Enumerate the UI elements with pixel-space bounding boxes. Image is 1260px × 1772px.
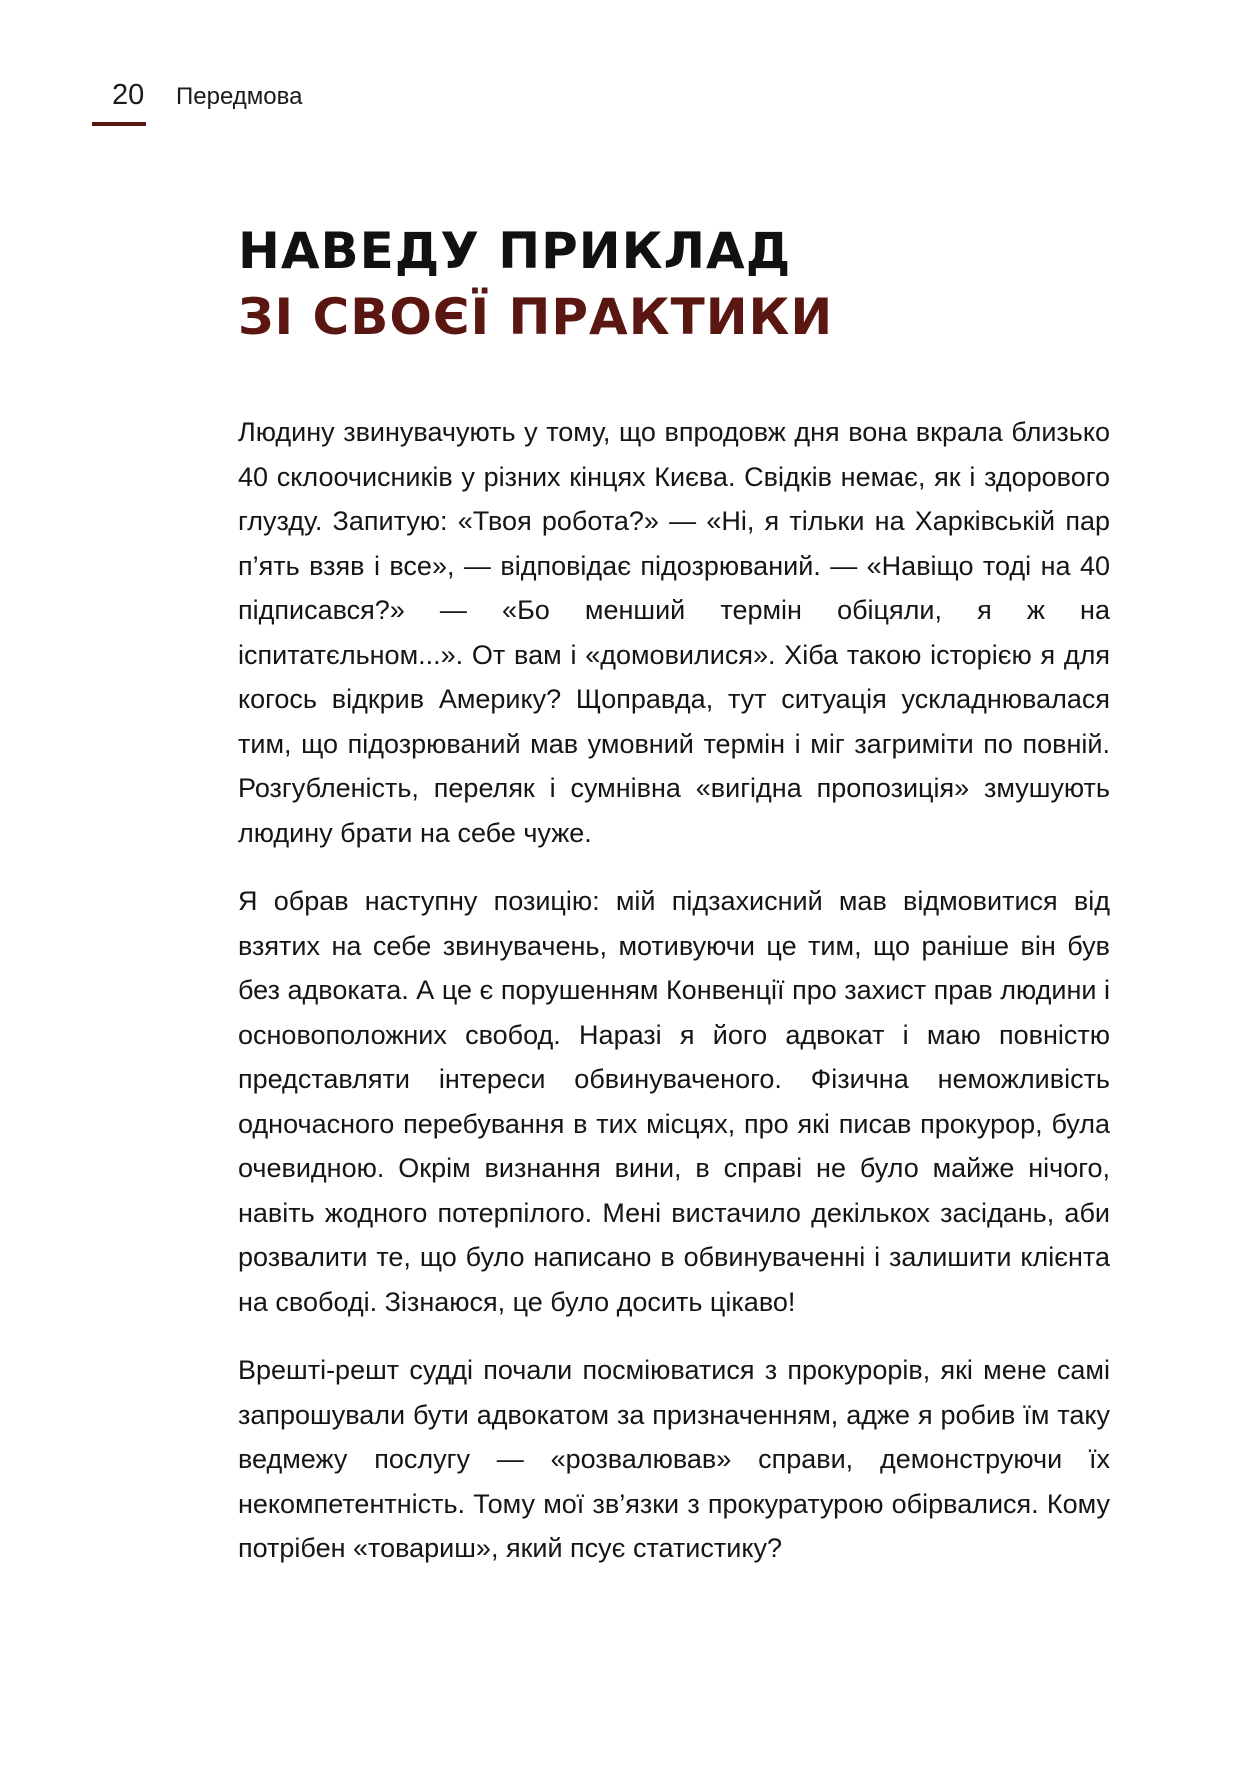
heading-line-1: НАВЕДУ ПРИКЛАД — [238, 222, 792, 280]
paragraph-3: Врешті-решт судді почали посміюватися з прокурорів, які мене самі запрошували бути адвокатом за призначенням, адже я робив їм таку ведмежу послугу — «розвалював» справи, демонструючи їх некомпетентність. Тому мої зв’язки з прокуратурою обірвалися. Кому потрібен «товариш», який псує статистику? — [238, 1355, 1110, 1563]
paragraph-1: Людину звинувачують у тому, що впродовж дня вона вкрала близько 40 склоочисників у різних кінцях Києва. Свідків немає, як і здорового глузду. Запитую: «Твоя робота?» — «Ні, я тільки на Харківській пар п’ять взяв і все», — відповідає підозрюваний. — «Навіщо тоді на 40 підписався?» — «Бо менший термін обіцяли, я ж на іспитатєльном...». От вам і «домовилися». Хіба такою історією я для когось відкрив Америку? Щоправда, тут ситуація ускладнювалася тим, що підозрюваний мав умовний термін і міг загриміти по повній. Розгубленість, переляк і сумнівна «вигідна пропозиція» змушують людину брати на себе чуже. — [238, 417, 1110, 848]
body-text — [238, 410, 1110, 1595]
heading-line-2: ЗІ СВОЄЇ ПРАКТИКИ — [238, 288, 834, 346]
paragraph-2: Я обрав наступну позицію: мій підзахисний мав відмовитися від взятих на себе звинувачень, мотивуючи це тим, що раніше він був без адвоката. А це є порушенням Конвенції про захист прав людини і основоположних свобод. Наразі я його адвокат і маю повністю представляти інтереси обвинуваченого. Фізична неможливість одночасного перебування в тих місцях, про які писав прокурор, була очевидною. Окрім визнання вини, в справі не було майже нічого, навіть жодного потерпілого. Мені вистачило декількох засідань, аби розвалити те, що було написано в обвинуваченні і залишити клієнта на свободі. Зізнаюся, це було досить цікаво! — [238, 886, 1110, 1317]
chapter-heading — [238, 218, 1138, 350]
page-number: 20 — [112, 79, 145, 111]
section-name: Передмова — [176, 83, 303, 110]
page-number-underline — [92, 122, 146, 126]
